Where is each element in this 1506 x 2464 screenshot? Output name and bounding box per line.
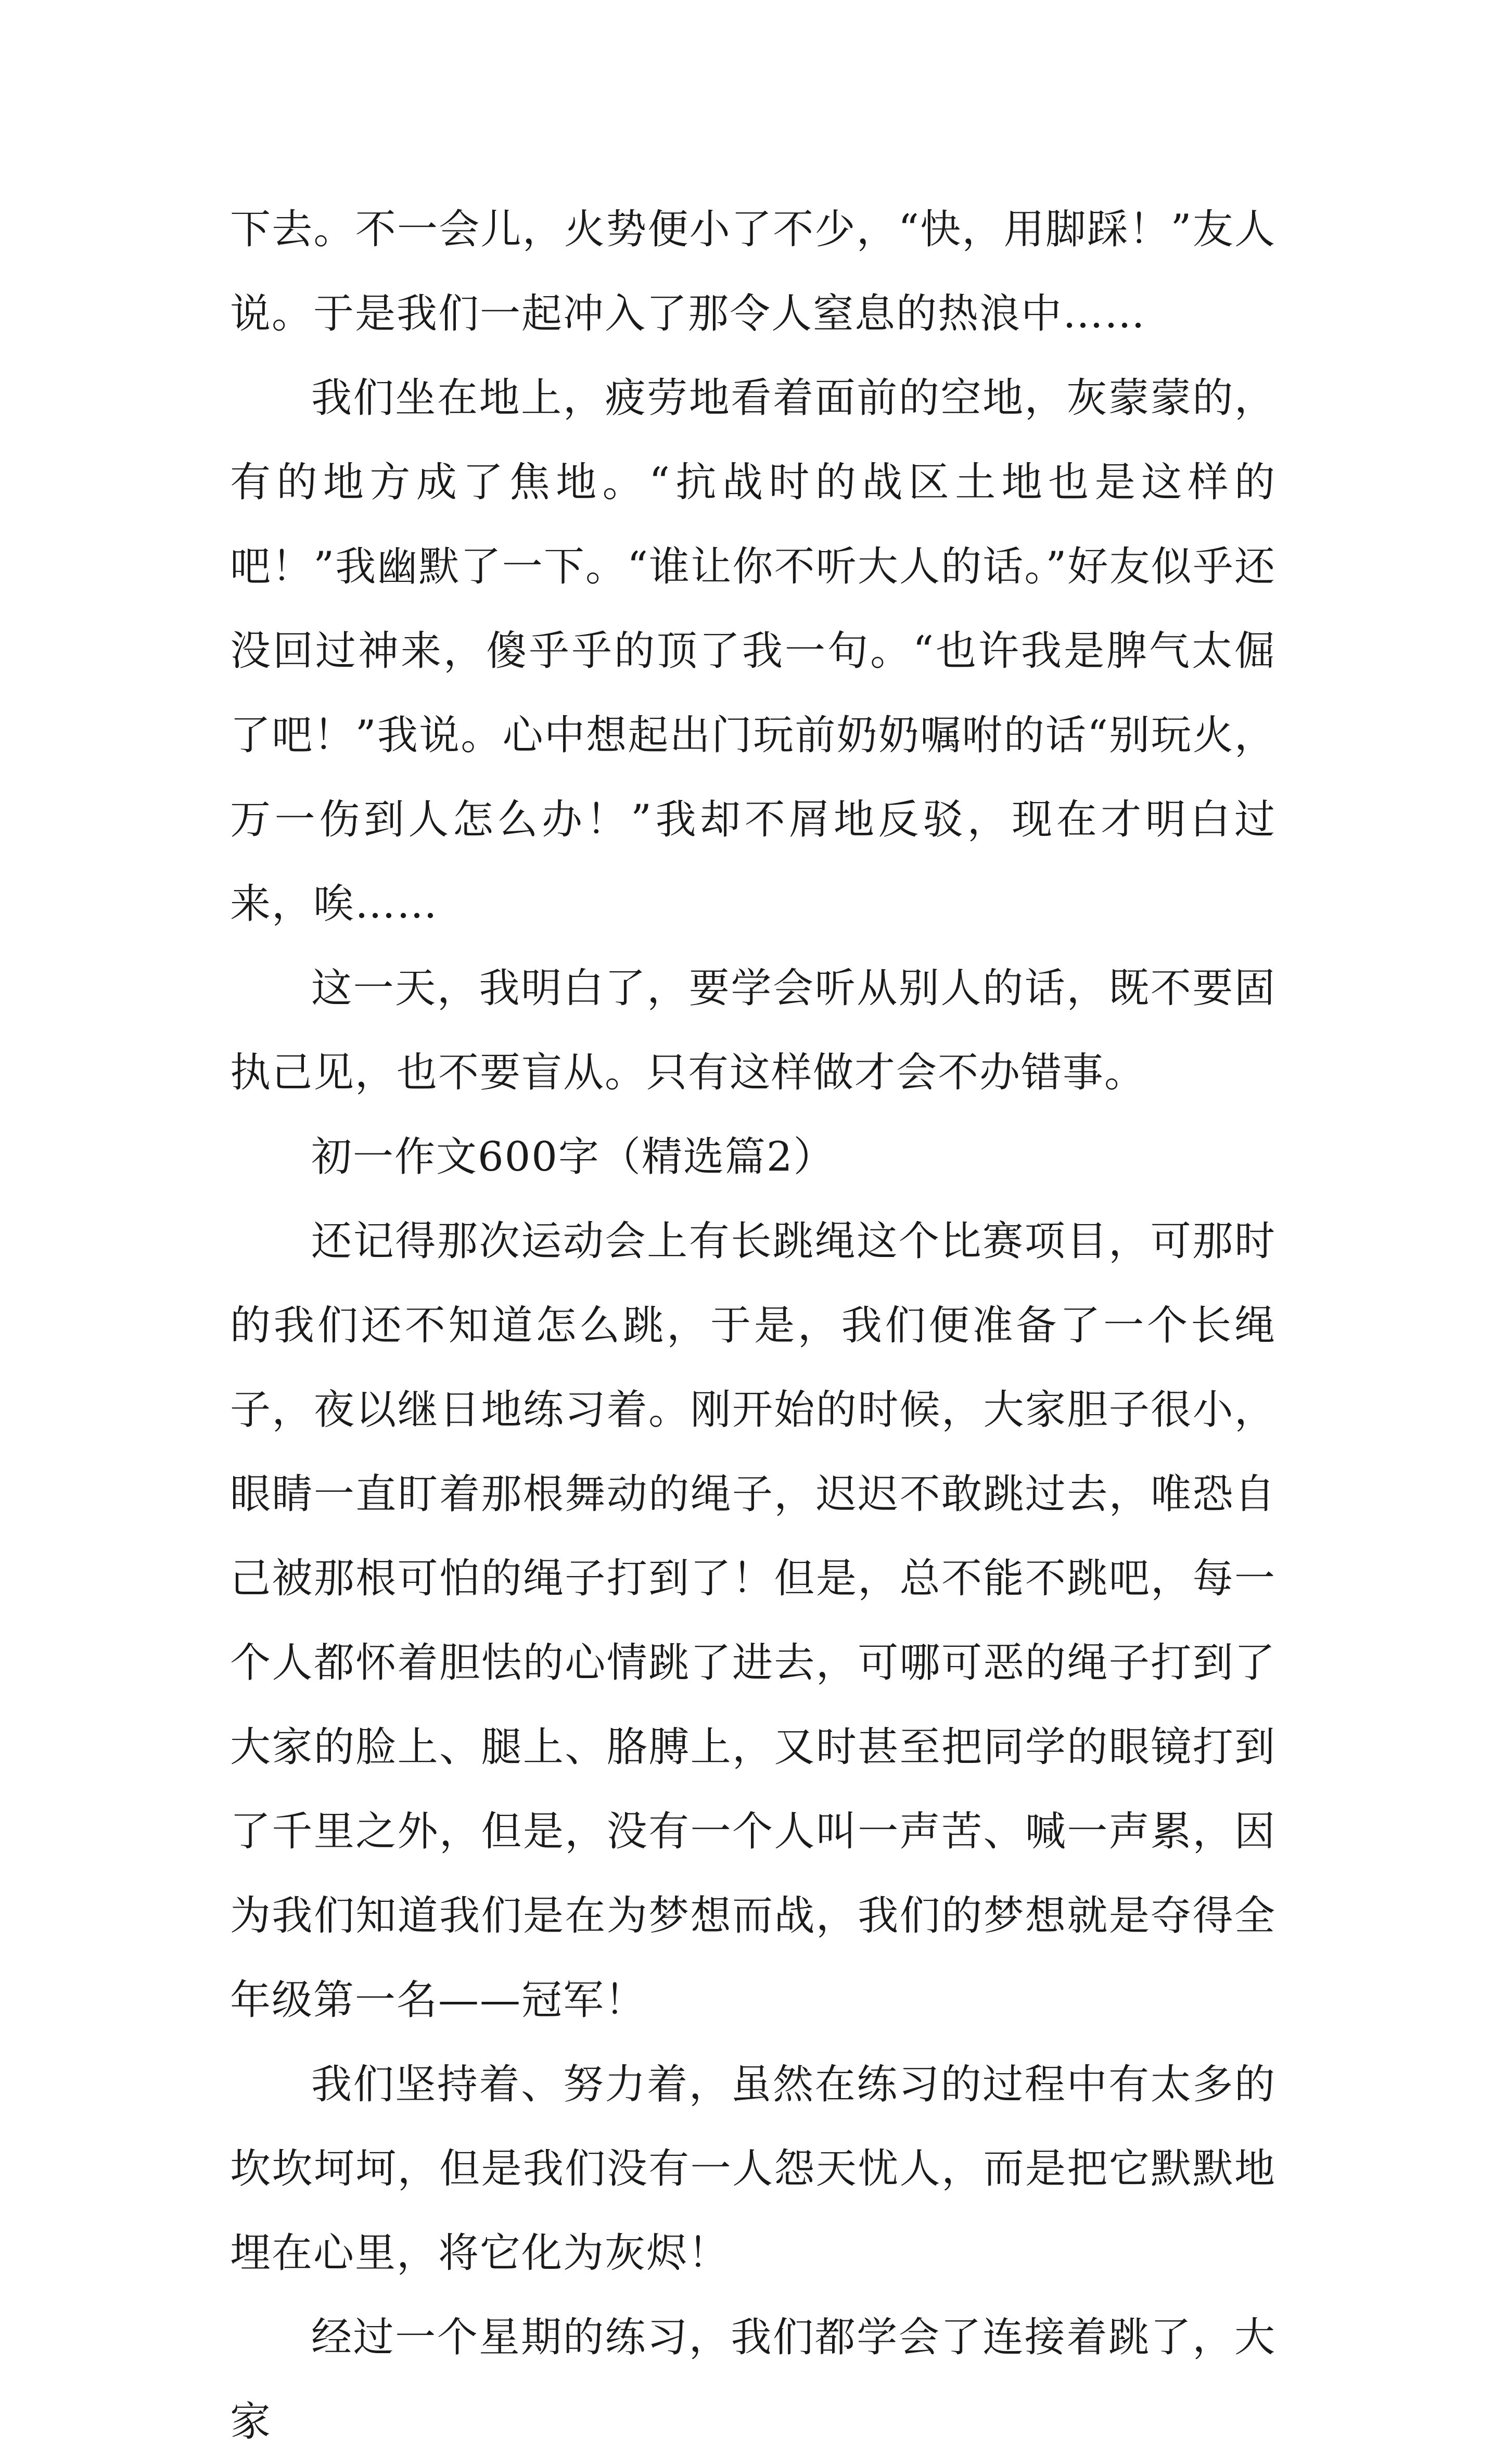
section-title: 初一作文600字（精选篇2）: [311, 1134, 835, 1180]
paragraph: 我们坐在地上，疲劳地看着面前的空地，灰蒙蒙的，有的地方成了焦地。“抗战时的战区土地也是这样的吧！”我幽默了一下。“谁让你不听大人的话。”好友似乎还没回过神来，傻乎乎的顶了我一句。“也许我是脾气太倔了吧！”我说。心中想起出门玩前奶奶嘱咐的话“别玩火，万一伤到人怎么办！”我却不屑地反驳，现在才明白过来，唉……: [230, 375, 1276, 928]
paragraph: 还记得那次运动会上有长跳绳这个比赛项目，可那时的我们还不知道怎么跳，于是，我们便准备了一个长绳子，夜以继日地练习着。刚开始的时候，大家胆子很小，眼睛一直盯着那根舞动的绳子，迟迟不敢跳过去，唯恐自己被那根可怕的绳子打到了！但是，总不能不跳吧，每一个人都怀着胆怯的心情跳了进去，可哪可恶的绳子打到了大家的脸上、腿上、胳膊上，又时甚至把同学的眼镜打到了千里之外，但是，没有一个人叫一声苦、喊一声累，因为我们知道我们是在为梦想而战，我们的梦想就是夺得全年级第一名——冠军！: [230, 1218, 1276, 2024]
paragraph: 我们坚持着、努力着，虽然在练习的过程中有太多的坎坎坷坷，但是我们没有一人怨天忧人，而是把它默默地埋在心里，将它化为灰烬！: [230, 2061, 1276, 2277]
paragraph: 这一天，我明白了，要学会听从别人的话，既不要固执己见，也不要盲从。只有这样做才会不办错事。: [230, 965, 1276, 1096]
paragraph-continued: 下去。不一会儿，火势便小了不少，“快，用脚踩！”友人说。于是我们一起冲入了那令人窒息的热浪中……: [230, 206, 1276, 337]
paragraph: 经过一个星期的练习，我们都学会了连接着跳了，大家: [230, 2314, 1276, 2445]
document-body: [230, 187, 1276, 2464]
